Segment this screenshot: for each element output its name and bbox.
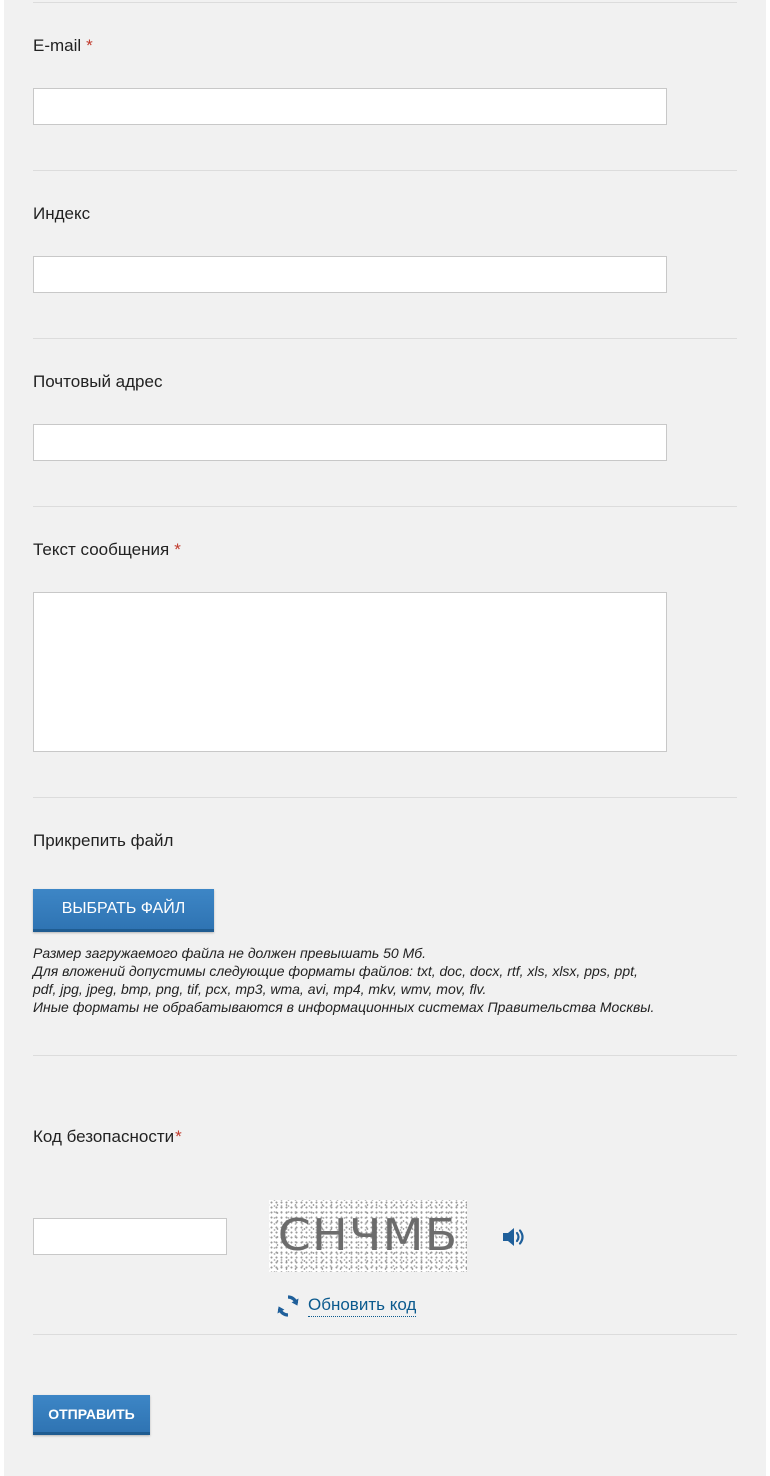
- divider: [33, 1055, 737, 1056]
- divider: [33, 2, 737, 3]
- speaker-icon[interactable]: [498, 1222, 528, 1252]
- divider: [33, 170, 737, 171]
- submit-button[interactable]: ОТПРАВИТЬ: [33, 1395, 150, 1435]
- feedback-form: [4, 0, 766, 1476]
- refresh-code-label[interactable]: Обновить код: [308, 1295, 416, 1317]
- message-label-text: Текст сообщения: [33, 540, 170, 559]
- divider: [33, 1334, 737, 1335]
- required-mark: *: [174, 540, 181, 559]
- message-label: [33, 540, 181, 560]
- index-label: Индекс: [33, 204, 91, 223]
- postal-address-label: Почтовый адрес: [33, 372, 163, 391]
- divider: [33, 506, 737, 507]
- captcha-image: [269, 1200, 467, 1272]
- captcha-input[interactable]: [33, 1218, 227, 1255]
- email-label: [33, 36, 93, 56]
- required-mark: *: [175, 1127, 182, 1146]
- choose-file-button[interactable]: ВЫБРАТЬ ФАЙЛ: [33, 889, 214, 932]
- refresh-icon[interactable]: [276, 1294, 300, 1318]
- email-label-text: E-mail: [33, 36, 82, 55]
- email-input[interactable]: [33, 88, 667, 125]
- index-input[interactable]: [33, 256, 667, 293]
- required-mark: *: [86, 36, 93, 55]
- hint-line: Для вложений допустимы следующие форматы файлов: txt, doc, docx, rtf, xls, xlsx, pps, ppt,: [33, 963, 638, 979]
- message-textarea[interactable]: [33, 592, 667, 752]
- captcha-label-text: Код безопасности: [33, 1127, 175, 1146]
- captcha-image-text: СНЧМБ: [277, 1210, 459, 1261]
- attachment-label: Прикрепить файл: [33, 831, 174, 850]
- hint-line: Размер загружаемого файла не должен превышать 50 Мб.: [33, 945, 427, 961]
- hint-line: Иные форматы не обрабатываются в информационных системах Правительства Москвы.: [33, 999, 655, 1015]
- captcha-label: [33, 1127, 182, 1147]
- divider: [33, 797, 737, 798]
- hint-line: pdf, jpg, jpeg, bmp, png, tif, pcx, mp3, wma, avi, mp4, mkv, wmv, mov, flv.: [33, 981, 487, 997]
- postal-address-input[interactable]: [33, 424, 667, 461]
- divider: [33, 338, 737, 339]
- attachment-hint: [33, 944, 737, 1016]
